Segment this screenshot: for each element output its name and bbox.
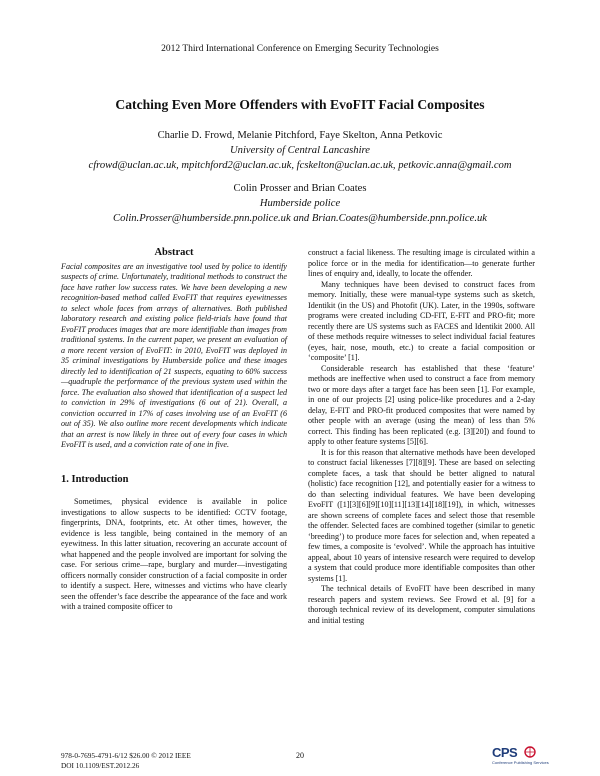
body-paragraph: The technical details of EvoFIT have been described in many research papers and system reviews. See Frowd et al. [9] for a thorough technical review of its development, computer simulations and initial testing [308,584,535,625]
abstract-heading: Abstract [154,247,194,258]
author-emails: cfrowd@uclan.ac.uk, mpitchford2@uclan.ac.uk, fcskelton@uclan.ac.uk, petkovic.anna@gmail.com [88,160,512,171]
body-paragraph-continuation: construct a facial likeness. The resulting image is circulated within a police force or in the media for identification—to generate further lines of enquiry and, ideally, to locate the offender. [308,248,535,278]
page-number: 20 [296,751,304,760]
body-paragraph: It is for this reason that alternative methods have been developed to construct facial likenesses [7][8][9]. These are based on selecting complete faces, a task that should be better aligned to natural (holistic) face recognition [12], and potentially easier for a witness to do than selecting individual features. We have been developing EvoFIT ([1][3][6][9][10][11][13][14][18][19]), in which, witnesses are shown screens of complete faces and select those that resemble the offender. Selected faces are combined together (similar to genetic ‘breeding’) to produce more faces for selection and, when repeated a few times, a composite is ‘evolved’. While the approach has intuitive appeal, about 10 years of intensive research were required to develop a system that could produce more identifiable composites than other systems [1]. [308,447,535,583]
intro-paragraph: Sometimes, physical evidence is available in police investigations to allow suspects to be identified: CCTV footage, fingerprints, DNA, footprints, etc. At other times, however, the evidence is less tangible, being contained in the memory of an eyewitness. In this latter situation, recovering an accurate account of what happened and the people involved are important for solving the case. For serious crime—rape, burglary and murder—investigating officers normally consider construction of a facial composite in order to identify a suspect. Here, witnesses and victims who have clearly seen the offender’s face describe the appearance of the face and work with a trained composite officer to [61,497,287,611]
cps-logo [492,745,549,771]
footer-doi: DOI 10.1109/EST.2012.26 [61,760,140,770]
author-affiliation: University of Central Lancashire [230,145,370,156]
section-heading-introduction: 1. Introduction [61,473,129,485]
author-block-humberside [0,181,600,226]
cps-logo-subtext: Conference Publishing Services [492,760,549,765]
paper-title: Catching Even More Offenders with EvoFIT Facial Composites [115,97,485,112]
conference-header: 2012 Third International Conference on Emerging Security Technologies [161,44,439,54]
globe-icon [523,746,537,758]
author-affiliation: Humberside police [259,198,341,209]
author-names: Colin Prosser and Brian Coates [233,183,367,194]
body-paragraph: Considerable research has established that these ‘feature’ methods are ineffective when used to construct a face from memory two or more days after a target face has been seen [1]. For example, in one of our projects [2] using police-like procedures and a 2-day delay, E-FIT and PRO-fit produced composites that were named by other people with an average (using the mean) of less than 5% correct. This finding has been replicated (e.g. [3][20]) and found to apply to other feature systems [5][6]. [308,363,535,446]
left-column [61,248,287,613]
right-column [308,248,535,626]
cps-logo-text: CPS [492,745,518,760]
body-paragraph: Many techniques have been devised to construct faces from memory. Initially, these were manual-type systems such as sketch, Identikit (in the US) and Photofit (UK). Later, in the 1990s, software programs were created including CD-FIT, E-FIT and PRO-fit; more recently there are US systems such as FACES and Identikit 2000. All of these methods require witnesses to select individual facial features (eyes, hair, nose, mouth, etc.) to create a facial composition or ‘composite’ [1]. [308,279,535,362]
author-block-uclan [0,128,600,173]
footer-isbn: 978-0-7695-4791-6/12 $26.00 © 2012 IEEE [61,751,191,760]
abstract-text: Facial composites are an investigative tool used by police to identify suspects of crime. Unfortunately, traditional methods to construct the face have rather low success rates. We have been developing a new recognition-based method called EvoFIT that requires eyewitnesses to select whole faces from arrays of alternatives. Both published laboratory research and existing police field-trials have found that EvoFIT produces images that are more identifiable than images from traditional systems. In the current paper, we present an evaluation of a more recent version of EvoFIT: in 2010, EvoFIT was deployed in 35 criminal investigations by Humberside police and these images directly led to identification of 21 suspects, equating to 60% success—quadruple the performance of the previous system used within the force. The evaluation also showed that identification of a suspect led to conviction in 29% of investigations (6 out of 21). Overall, a conviction occurred in 17% of cases involving use of an EvoFIT (6 out of 35). We also outline more recent developments which indicate that an arrest is now likely in three out of every four cases in which EvoFIT is used, and a conviction rate of one in five. [61,261,287,449]
author-emails: Colin.Prosser@humberside.pnn.police.uk and Brian.Coates@humberside.pnn.police.uk [113,213,487,224]
author-names: Charlie D. Frowd, Melanie Pitchford, Faye Skelton, Anna Petkovic [157,130,443,141]
